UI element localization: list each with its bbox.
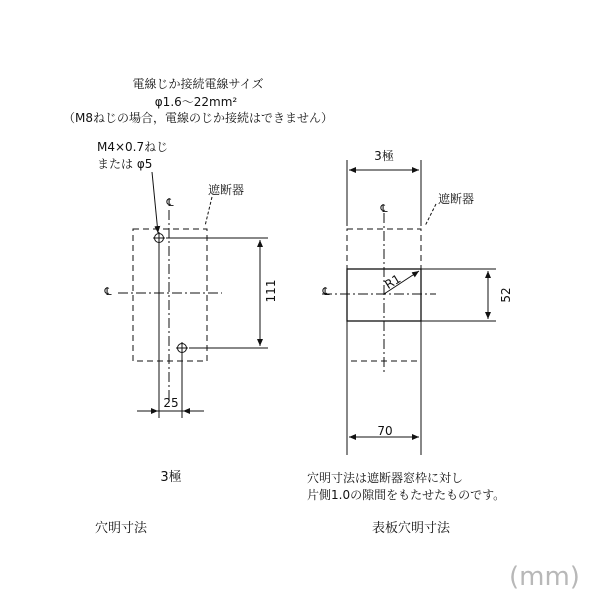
left-screw-leader xyxy=(152,172,158,233)
left-breaker-leader xyxy=(205,197,212,226)
left-breaker-outline xyxy=(133,229,207,361)
left-centerline-symbol-top: ℄ xyxy=(166,196,174,209)
left-diagram xyxy=(118,172,268,418)
unit-label: (mm) xyxy=(509,562,580,592)
right-breaker-label: 遮断器 xyxy=(438,192,475,206)
screw-spec-line1: M4×0.7ねじ xyxy=(97,140,169,154)
left-dim-25-label: 25 xyxy=(163,396,179,410)
right-centerline-symbol-side: ℄ xyxy=(322,285,330,298)
right-radius-label: R1 xyxy=(382,271,404,292)
wire-size-note: （M8ねじの場合，電線のじか接続はできません） xyxy=(63,111,333,125)
right-centerline-symbol-top: ℄ xyxy=(380,202,388,215)
right-title: 表板穴明寸法 xyxy=(371,521,451,536)
right-dim-70-label: 70 xyxy=(377,424,393,438)
right-pole-label-top: 3極 xyxy=(374,149,394,163)
right-note-line2: 片側1.0の隙間をもたせたものです。 xyxy=(307,488,506,502)
right-breaker-leader xyxy=(425,204,436,226)
wire-size-value: φ1.6〜22mm² xyxy=(154,95,238,109)
left-centerline-symbol-side: ℄ xyxy=(104,285,112,298)
right-note-line1: 穴明寸法は遮断器窓枠に対し xyxy=(307,471,464,485)
wire-size-title: 電線じか接続電線サイズ xyxy=(132,77,264,91)
left-title: 穴明寸法 xyxy=(94,521,148,536)
left-pole-label: 3極 xyxy=(160,470,182,485)
left-dim-111-label: 111 xyxy=(264,279,278,303)
left-breaker-label: 遮断器 xyxy=(208,183,245,197)
screw-spec-line2: または φ5 xyxy=(97,157,153,171)
right-dim-52-label: 52 xyxy=(499,287,513,303)
